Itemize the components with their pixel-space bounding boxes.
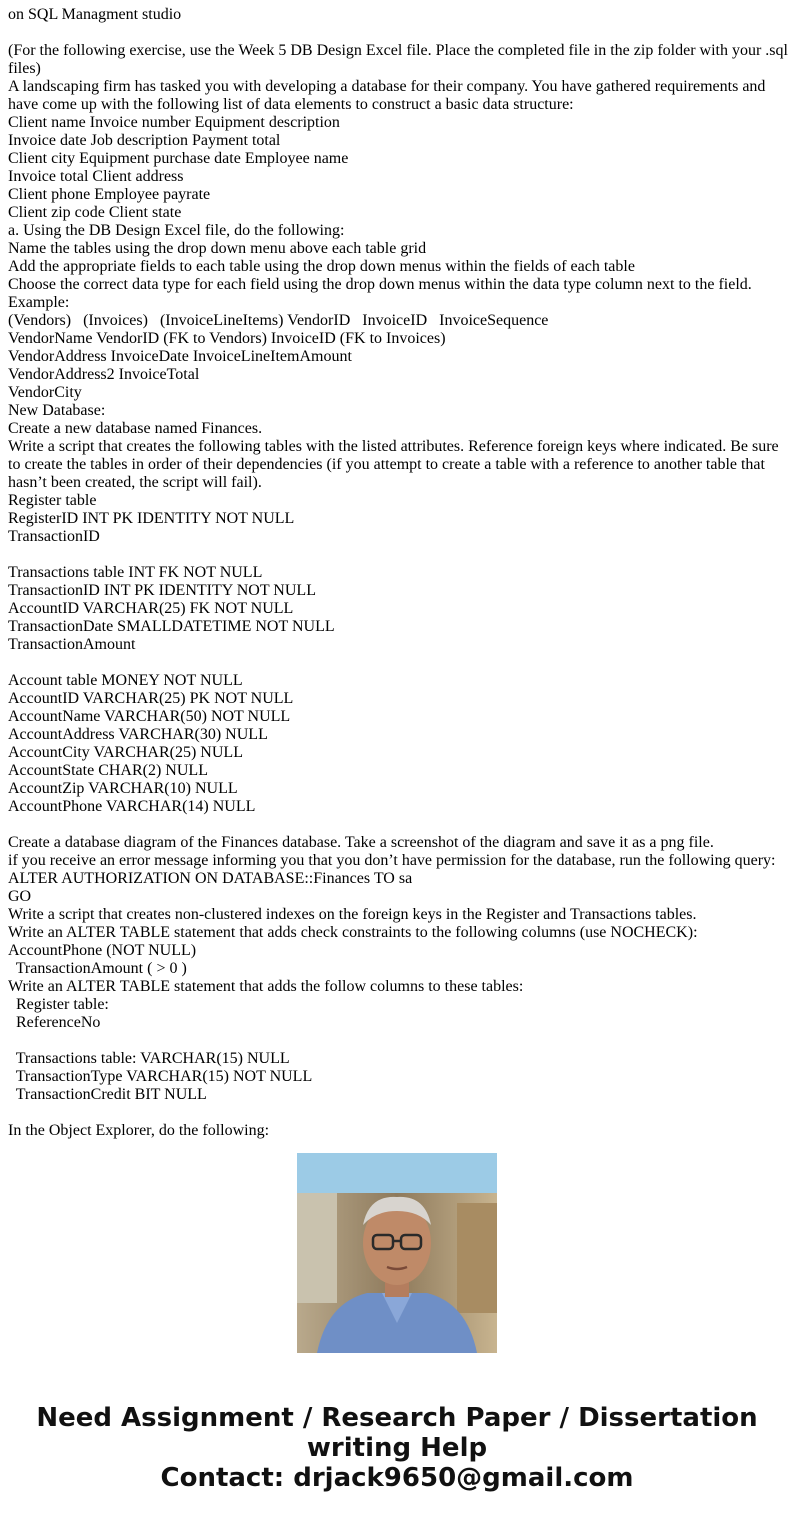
doc-line bbox=[8, 654, 788, 672]
doc-line: Client zip code Client state bbox=[8, 204, 182, 221]
doc-line: Choose the correct data type for each field using the drop down menus within the data type column next to the field. bbox=[8, 276, 752, 293]
doc-line: Write an ALTER TABLE statement that adds the follow columns to these tables: bbox=[8, 978, 524, 995]
doc-line: Write an ALTER TABLE statement that adds check constraints to the following columns (use NOCHECK): bbox=[8, 924, 698, 941]
doc-line: AccountID VARCHAR(25) FK NOT NULL bbox=[8, 600, 294, 617]
doc-line: AccountID VARCHAR(25) PK NOT NULL bbox=[8, 690, 294, 707]
doc-line: Create a new database named Finances. bbox=[8, 420, 263, 437]
doc-line: Add the appropriate fields to each table using the drop down menus within the fields of each table bbox=[8, 258, 635, 275]
doc-line: TransactionAmount bbox=[8, 636, 136, 653]
doc-line: VendorAddress InvoiceDate InvoiceLineItemAmount bbox=[8, 348, 352, 365]
doc-line: AccountState CHAR(2) NULL bbox=[8, 762, 208, 779]
doc-line bbox=[8, 1104, 788, 1122]
doc-line: AccountCity VARCHAR(25) NULL bbox=[8, 744, 243, 761]
doc-line: AccountPhone VARCHAR(14) NULL bbox=[8, 798, 256, 815]
doc-line: VendorAddress2 InvoiceTotal bbox=[8, 366, 200, 383]
doc-line: VendorName VendorID (FK to Vendors) InvoiceID (FK to Invoices) bbox=[8, 330, 446, 347]
doc-line: RegisterID INT PK IDENTITY NOT NULL bbox=[8, 510, 295, 527]
doc-line: (For the following exercise, use the Week 5 DB Design Excel file. Place the completed file in the zip folder with your .sql files) bbox=[8, 42, 788, 77]
doc-line: TransactionID INT PK IDENTITY NOT NULL bbox=[8, 582, 316, 599]
doc-line: a. Using the DB Design Excel file, do the following: bbox=[8, 222, 345, 239]
doc-line: Client phone Employee payrate bbox=[8, 186, 211, 203]
doc-line: Account table MONEY NOT NULL bbox=[8, 672, 243, 689]
doc-line: GO bbox=[8, 888, 32, 905]
promo-line-1: Need Assignment / Research Paper / Dissertation bbox=[36, 1403, 758, 1433]
doc-line: Write a script that creates non-clustered indexes on the foreign keys in the Register and Transactions tables. bbox=[8, 906, 697, 923]
doc-line: (Vendors) (Invoices) (InvoiceLineItems) VendorID InvoiceID InvoiceSequence bbox=[8, 312, 549, 329]
doc-line bbox=[8, 546, 788, 564]
doc-line: Invoice date Job description Payment total bbox=[8, 132, 281, 149]
doc-line: ReferenceNo bbox=[8, 1014, 101, 1031]
doc-line bbox=[8, 816, 788, 834]
doc-line: A landscaping firm has tasked you with developing a database for their company. You have gathered requirements and have come up with the following list of data elements to construct a basic data structure: bbox=[8, 78, 766, 113]
avatar-portrait-image bbox=[297, 1153, 497, 1353]
doc-line: Register table: bbox=[8, 996, 109, 1013]
promo-line-2: writing Help bbox=[306, 1433, 488, 1463]
promo-banner bbox=[0, 1403, 794, 1493]
doc-line: In the Object Explorer, do the following: bbox=[8, 1122, 270, 1139]
doc-line: Write a script that creates the following tables with the listed attributes. Reference foreign keys where indicated. Be sure to create the tables in order of their dependencies (if you attempt to create a table with a reference to another table that hasn’t been created, the script will fail). bbox=[8, 438, 779, 491]
doc-line: AccountPhone (NOT NULL) bbox=[8, 942, 197, 959]
doc-line: Register table bbox=[8, 492, 97, 509]
doc-line: Client name Invoice number Equipment description bbox=[8, 114, 340, 131]
doc-line: AccountName VARCHAR(50) NOT NULL bbox=[8, 708, 291, 725]
doc-line: Name the tables using the drop down menu above each table grid bbox=[8, 240, 427, 257]
doc-line: Example: bbox=[8, 294, 70, 311]
doc-line: TransactionAmount ( > 0 ) bbox=[8, 960, 187, 977]
doc-line bbox=[8, 24, 788, 42]
doc-line: ALTER AUTHORIZATION ON DATABASE::Finances TO sa bbox=[8, 870, 413, 887]
doc-line: Create a database diagram of the Finances database. Take a screenshot of the diagram and save it as a png file. bbox=[8, 834, 714, 851]
doc-line: TransactionID bbox=[8, 528, 100, 545]
doc-line: TransactionType VARCHAR(15) NOT NULL bbox=[8, 1068, 313, 1085]
doc-line: Client city Equipment purchase date Employee name bbox=[8, 150, 349, 167]
promo-contact: Contact: drjack9650@gmail.com bbox=[160, 1463, 634, 1493]
document-body bbox=[8, 6, 788, 1139]
doc-line: AccountAddress VARCHAR(30) NULL bbox=[8, 726, 268, 743]
doc-line: Invoice total Client address bbox=[8, 168, 184, 185]
doc-line: Transactions table INT FK NOT NULL bbox=[8, 564, 263, 581]
avatar bbox=[297, 1153, 497, 1353]
doc-line: TransactionDate SMALLDATETIME NOT NULL bbox=[8, 618, 335, 635]
doc-line: AccountZip VARCHAR(10) NULL bbox=[8, 780, 238, 797]
doc-line bbox=[8, 1032, 788, 1050]
doc-line: VendorCity bbox=[8, 384, 82, 401]
doc-line: TransactionCredit BIT NULL bbox=[8, 1086, 207, 1103]
doc-line: New Database: bbox=[8, 402, 106, 419]
doc-line: if you receive an error message informing you that you don’t have permission for the database, run the following query: bbox=[8, 852, 776, 869]
doc-line: Transactions table: VARCHAR(15) NULL bbox=[8, 1050, 290, 1067]
doc-line: on SQL Managment studio bbox=[8, 6, 182, 23]
